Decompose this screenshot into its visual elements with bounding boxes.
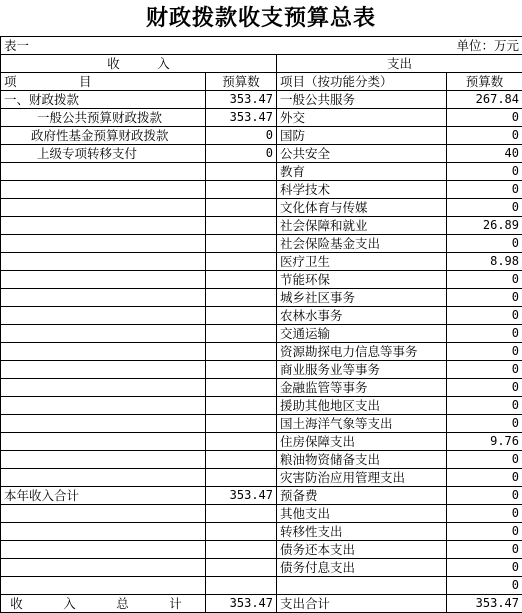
empty-cell bbox=[206, 505, 277, 523]
expense-item-label: 社会保险基金支出 bbox=[277, 235, 447, 253]
expense-item-value: 9.76 bbox=[447, 433, 522, 451]
empty-cell bbox=[1, 253, 206, 271]
table-row bbox=[1, 415, 522, 433]
expense-item-label: 一般公共服务 bbox=[277, 91, 447, 109]
table-row bbox=[1, 91, 522, 109]
expense-item-value: 0 bbox=[447, 505, 522, 523]
table-row bbox=[1, 289, 522, 307]
expense-item-label: 援助其他地区支出 bbox=[277, 397, 447, 415]
expense-item-label: 住房保障支出 bbox=[277, 433, 447, 451]
meta-row bbox=[1, 37, 522, 55]
expense-item-label: 金融监管等事务 bbox=[277, 379, 447, 397]
expense-total-label: 支出合计 bbox=[277, 595, 447, 613]
expense-item-label: 农林水事务 bbox=[277, 307, 447, 325]
empty-cell bbox=[206, 559, 277, 577]
expense-item-value: 0 bbox=[447, 163, 522, 181]
income-year-total-label: 本年收入合计 bbox=[1, 487, 206, 505]
table-row bbox=[1, 127, 522, 145]
expense-section-header: 支出 bbox=[277, 55, 522, 73]
expense-item-value: 0 bbox=[447, 289, 522, 307]
empty-cell bbox=[1, 307, 206, 325]
empty-cell bbox=[206, 217, 277, 235]
empty-cell bbox=[206, 379, 277, 397]
expense-item-label: 其他支出 bbox=[277, 505, 447, 523]
expense-item-value: 0 bbox=[447, 361, 522, 379]
expense-item-label bbox=[277, 577, 447, 595]
empty-cell bbox=[206, 271, 277, 289]
expense-item-value: 0 bbox=[447, 541, 522, 559]
empty-cell bbox=[206, 325, 277, 343]
income-total-value: 353.47 bbox=[206, 595, 277, 613]
expense-item-label: 资源勘探电力信息等事务 bbox=[277, 343, 447, 361]
empty-cell bbox=[1, 343, 206, 361]
empty-cell bbox=[206, 253, 277, 271]
budget-table bbox=[0, 36, 522, 613]
expense-item-label: 灾害防治应用管理支出 bbox=[277, 469, 447, 487]
section-row bbox=[1, 55, 522, 73]
table-row bbox=[1, 487, 522, 505]
expense-item-value: 0 bbox=[447, 523, 522, 541]
expense-item-label: 粮油物资储备支出 bbox=[277, 451, 447, 469]
table-row bbox=[1, 199, 522, 217]
empty-cell bbox=[206, 235, 277, 253]
expense-item-value: 0 bbox=[447, 397, 522, 415]
income-item-value: 0 bbox=[206, 145, 277, 163]
expense-item-value: 0 bbox=[447, 343, 522, 361]
expense-item-label: 国防 bbox=[277, 127, 447, 145]
expense-item-label: 转移性支出 bbox=[277, 523, 447, 541]
empty-cell bbox=[1, 217, 206, 235]
expense-item-label: 社会保障和就业 bbox=[277, 217, 447, 235]
empty-cell bbox=[206, 397, 277, 415]
income-year-total-value: 353.47 bbox=[206, 487, 277, 505]
expense-item-value: 8.98 bbox=[447, 253, 522, 271]
expense-item-value: 0 bbox=[447, 379, 522, 397]
table-row bbox=[1, 451, 522, 469]
empty-cell bbox=[206, 469, 277, 487]
expense-total-value: 353.47 bbox=[447, 595, 522, 613]
empty-cell bbox=[1, 577, 206, 595]
empty-cell bbox=[1, 163, 206, 181]
empty-cell bbox=[206, 415, 277, 433]
expense-item-header: 项目（按功能分类） bbox=[277, 73, 447, 91]
empty-cell bbox=[1, 361, 206, 379]
empty-cell bbox=[1, 559, 206, 577]
empty-cell bbox=[206, 199, 277, 217]
expense-item-label: 文化体育与传媒 bbox=[277, 199, 447, 217]
expense-item-value: 0 bbox=[447, 199, 522, 217]
empty-cell bbox=[1, 235, 206, 253]
income-item-value: 353.47 bbox=[206, 91, 277, 109]
expense-item-value: 0 bbox=[447, 325, 522, 343]
empty-cell bbox=[1, 397, 206, 415]
empty-cell bbox=[206, 343, 277, 361]
table-row bbox=[1, 523, 522, 541]
expense-item-value: 267.84 bbox=[447, 91, 522, 109]
table-row bbox=[1, 253, 522, 271]
table-row bbox=[1, 181, 522, 199]
header-row bbox=[1, 73, 522, 91]
table-row bbox=[1, 577, 522, 595]
empty-cell bbox=[1, 469, 206, 487]
expense-item-value: 0 bbox=[447, 235, 522, 253]
expense-item-value: 0 bbox=[447, 451, 522, 469]
total-row bbox=[1, 595, 522, 613]
empty-cell bbox=[1, 415, 206, 433]
empty-cell bbox=[1, 451, 206, 469]
empty-cell bbox=[1, 541, 206, 559]
table-row bbox=[1, 145, 522, 163]
expense-item-value: 0 bbox=[447, 487, 522, 505]
empty-cell bbox=[206, 181, 277, 199]
table-row bbox=[1, 325, 522, 343]
empty-cell bbox=[1, 199, 206, 217]
empty-cell bbox=[206, 541, 277, 559]
expense-item-value: 0 bbox=[447, 307, 522, 325]
table-row bbox=[1, 379, 522, 397]
expense-item-label: 债务付息支出 bbox=[277, 559, 447, 577]
table-row bbox=[1, 163, 522, 181]
expense-item-value: 40 bbox=[447, 145, 522, 163]
empty-cell bbox=[206, 433, 277, 451]
expense-item-label: 科学技术 bbox=[277, 181, 447, 199]
table-row bbox=[1, 433, 522, 451]
empty-cell bbox=[206, 163, 277, 181]
income-section-header: 收 入 bbox=[1, 55, 277, 73]
table-row bbox=[1, 343, 522, 361]
expense-budget-header: 预算数 bbox=[447, 73, 522, 91]
expense-item-label: 节能环保 bbox=[277, 271, 447, 289]
table-row bbox=[1, 109, 522, 127]
income-item-label: 政府性基金预算财政拨款 bbox=[1, 127, 206, 145]
empty-cell bbox=[206, 361, 277, 379]
empty-cell bbox=[1, 181, 206, 199]
empty-cell bbox=[1, 325, 206, 343]
expense-item-value: 26.89 bbox=[447, 217, 522, 235]
income-item-header: 项 目 bbox=[1, 73, 206, 91]
expense-item-label: 医疗卫生 bbox=[277, 253, 447, 271]
table-row bbox=[1, 271, 522, 289]
expense-item-value: 0 bbox=[447, 415, 522, 433]
table-row bbox=[1, 361, 522, 379]
expense-item-label: 交通运输 bbox=[277, 325, 447, 343]
table-row bbox=[1, 217, 522, 235]
expense-item-label: 债务还本支出 bbox=[277, 541, 447, 559]
table-row bbox=[1, 307, 522, 325]
expense-item-label: 城乡社区事务 bbox=[277, 289, 447, 307]
income-item-label: 上级专项转移支付 bbox=[1, 145, 206, 163]
expense-item-label: 商业服务业等事务 bbox=[277, 361, 447, 379]
expense-item-value: 0 bbox=[447, 109, 522, 127]
expense-item-label: 公共安全 bbox=[277, 145, 447, 163]
page-title: 财政拨款收支预算总表 bbox=[0, 0, 522, 36]
empty-cell bbox=[206, 307, 277, 325]
table-row bbox=[1, 235, 522, 253]
income-budget-header: 预算数 bbox=[206, 73, 277, 91]
empty-cell bbox=[1, 289, 206, 307]
empty-cell bbox=[206, 523, 277, 541]
income-total-label: 收 入 总 计 bbox=[1, 595, 206, 613]
expense-item-label: 外交 bbox=[277, 109, 447, 127]
empty-cell bbox=[206, 577, 277, 595]
table-row bbox=[1, 559, 522, 577]
table-row bbox=[1, 505, 522, 523]
expense-item-value: 0 bbox=[447, 469, 522, 487]
empty-cell bbox=[1, 271, 206, 289]
expense-item-value: 0 bbox=[447, 577, 522, 595]
empty-cell bbox=[1, 433, 206, 451]
income-item-value: 0 bbox=[206, 127, 277, 145]
empty-cell bbox=[206, 289, 277, 307]
table-row bbox=[1, 397, 522, 415]
expense-item-value: 0 bbox=[447, 127, 522, 145]
empty-cell bbox=[206, 451, 277, 469]
empty-cell bbox=[1, 523, 206, 541]
expense-item-value: 0 bbox=[447, 181, 522, 199]
income-item-label: 一、财政拨款 bbox=[1, 91, 206, 109]
empty-cell bbox=[1, 505, 206, 523]
unit-label: 单位：万元 bbox=[447, 37, 522, 55]
expense-item-value: 0 bbox=[447, 271, 522, 289]
income-item-label: 一般公共预算财政拨款 bbox=[1, 109, 206, 127]
table-row bbox=[1, 541, 522, 559]
expense-item-label: 国土海洋气象等支出 bbox=[277, 415, 447, 433]
income-item-value: 353.47 bbox=[206, 109, 277, 127]
table-row bbox=[1, 469, 522, 487]
expense-item-label: 预备费 bbox=[277, 487, 447, 505]
empty-cell bbox=[1, 379, 206, 397]
expense-item-label: 教育 bbox=[277, 163, 447, 181]
expense-item-value: 0 bbox=[447, 559, 522, 577]
table-number: 表一 bbox=[1, 37, 206, 55]
